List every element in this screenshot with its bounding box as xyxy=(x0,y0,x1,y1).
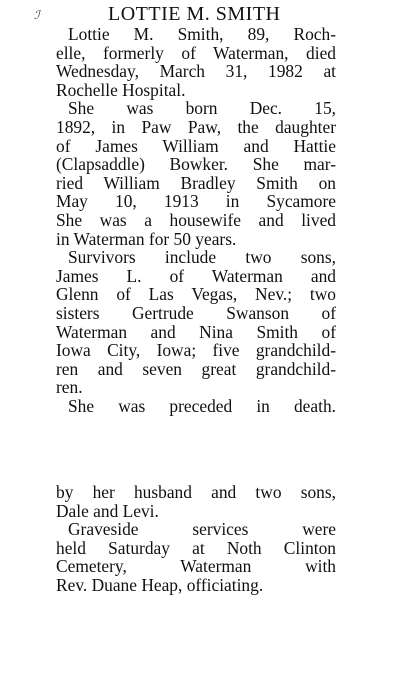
text-line: Glenn of Las Vegas, Nev.; two xyxy=(56,284,336,305)
text-line: sisters Gertrude Swanson of xyxy=(56,302,336,323)
text-line: James L. of Waterman and xyxy=(56,265,336,286)
text-line: 1892, in Paw Paw, the daughter xyxy=(56,116,336,137)
text-line: ren and seven great grandchild- xyxy=(56,358,336,379)
text-line: Rochelle Hospital. xyxy=(56,79,186,100)
pencil-mark: ℐ xyxy=(34,8,40,22)
text-line: Waterman and Nina Smith of xyxy=(56,321,336,342)
text-line: elle, formerly of Waterman, died xyxy=(56,42,336,63)
text-line: Iowa City, Iowa; five grandchild- xyxy=(56,340,336,361)
text-line: Cemetery, Waterman with xyxy=(56,556,336,577)
text-line: Lottie M. Smith, 89, Roch- xyxy=(68,24,336,44)
obituary-body-bottom xyxy=(56,483,336,595)
text-line: Graveside services were xyxy=(68,519,336,540)
text-line: ren. xyxy=(56,377,83,398)
text-line: She was a housewife and lived xyxy=(56,209,336,230)
text-line: She was preceded in death. xyxy=(68,395,336,416)
text-line: Wednesday, March 31, 1982 at xyxy=(56,61,336,82)
text-line: ried William Bradley Smith on xyxy=(56,172,336,193)
text-line: by her husband and two sons, xyxy=(56,482,336,502)
text-line: held Saturday at Noth Clinton xyxy=(56,537,336,558)
text-line: in Waterman for 50 years. xyxy=(56,228,237,249)
text-line: Dale and Levi. xyxy=(56,500,159,521)
text-line: of James William and Hattie xyxy=(56,135,336,156)
text-line: She was born Dec. 15, xyxy=(68,98,336,119)
text-line: May 10, 1913 in Sycamore xyxy=(56,191,336,212)
text-line: Rev. Duane Heap, officiating. xyxy=(56,574,264,595)
obituary-body-top xyxy=(56,25,336,415)
obituary-title: LOTTIE M. SMITH xyxy=(108,3,281,25)
text-line: (Clapsaddle) Bowker. She mar- xyxy=(56,154,336,175)
text-line: Survivors include two sons, xyxy=(68,247,336,268)
